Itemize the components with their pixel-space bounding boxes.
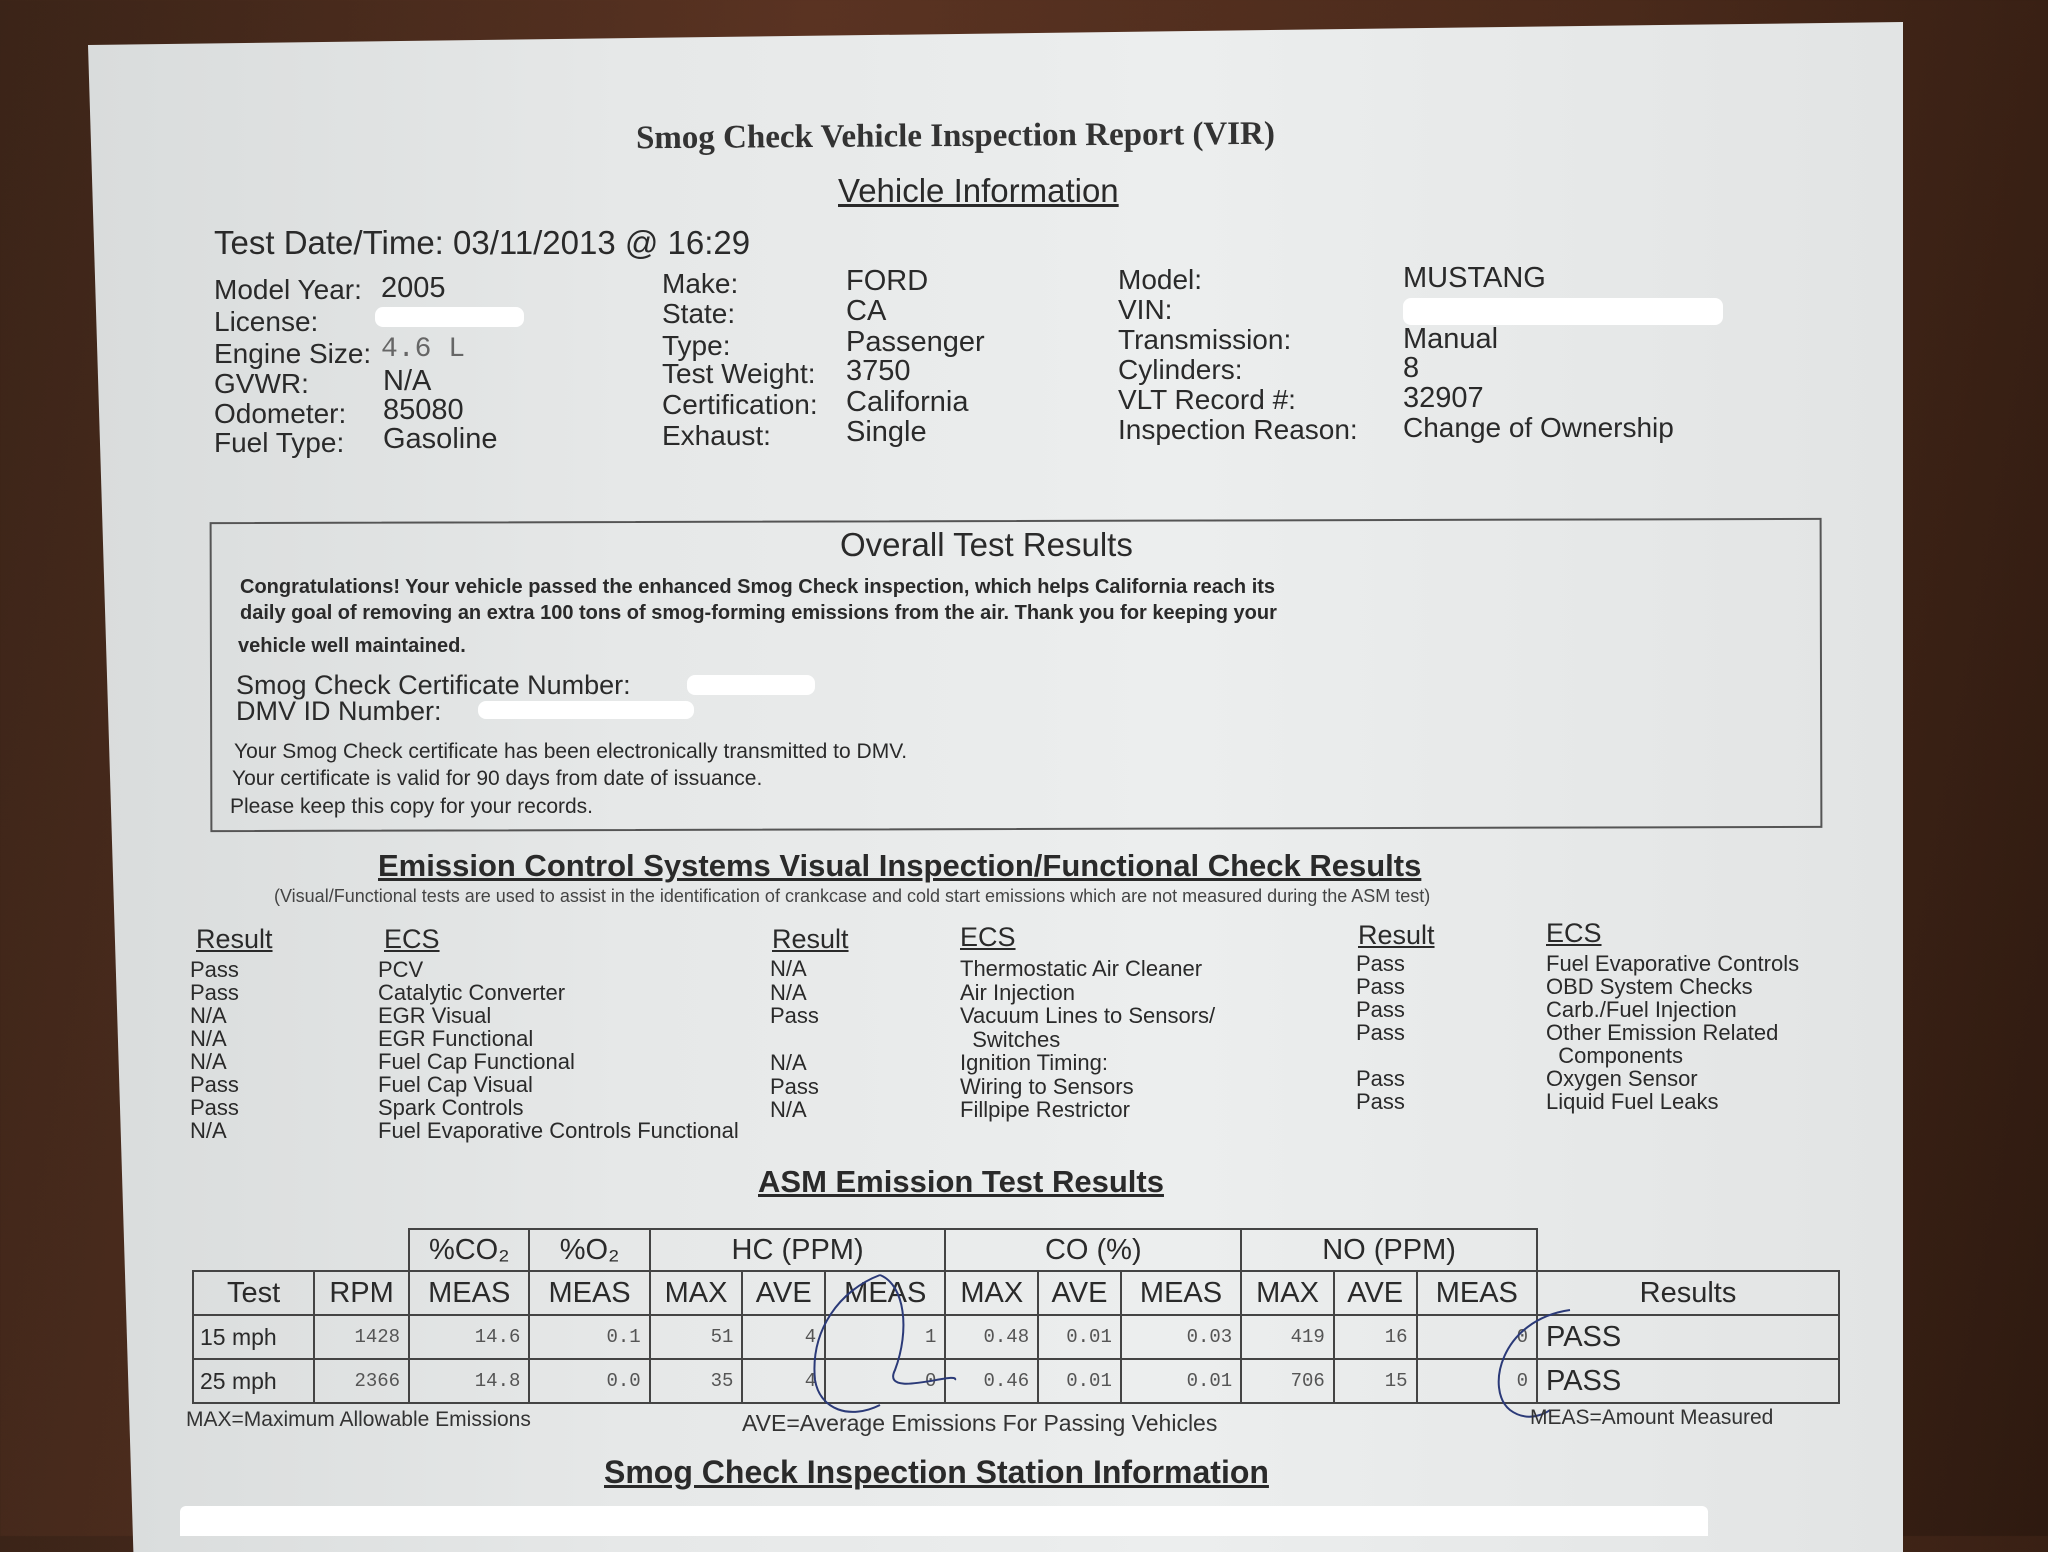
dmv-id-label: DMV ID Number: bbox=[236, 696, 442, 726]
asm-value: 14.8 bbox=[409, 1359, 529, 1403]
ecs-col2-ecs-header: ECS bbox=[960, 922, 1016, 952]
asm-col-header: AVE bbox=[1334, 1271, 1417, 1315]
ecs-system-name: Ignition Timing: bbox=[960, 1050, 1108, 1075]
asm-value: 35 bbox=[650, 1359, 743, 1403]
vlt-label: VLT Record #: bbox=[1118, 384, 1296, 415]
asm-value: 4 bbox=[742, 1315, 825, 1359]
certificate-note-2: Your certificate is valid for 90 days from date of issuance. bbox=[232, 767, 763, 790]
ecs-result: N/A bbox=[770, 956, 807, 981]
asm-group-o2: %O₂ bbox=[529, 1229, 649, 1271]
asm-value: 2366 bbox=[314, 1359, 409, 1403]
ecs-result: N/A bbox=[770, 1097, 807, 1122]
asm-col-header: MAX bbox=[1241, 1271, 1334, 1315]
ecs-system-name: Fuel Evaporative Controls bbox=[1546, 951, 1800, 976]
ecs-result: Pass bbox=[190, 980, 239, 1005]
station-info-redaction bbox=[180, 1506, 1708, 1536]
asm-group-no: NO (PPM) bbox=[1241, 1229, 1537, 1271]
ecs-result: N/A bbox=[190, 1003, 227, 1028]
certificate-note-3: Please keep this copy for your records. bbox=[230, 795, 594, 818]
asm-col-header: Results bbox=[1537, 1271, 1839, 1315]
asm-value: 0.01 bbox=[1038, 1315, 1121, 1359]
asm-value: 0.0 bbox=[529, 1359, 649, 1403]
ecs-col3-ecs-header: ECS bbox=[1546, 918, 1602, 948]
asm-col-header: MEAS bbox=[1121, 1271, 1241, 1315]
ecs-result: N/A bbox=[770, 1050, 807, 1075]
ecs-system-name: Spark Controls bbox=[378, 1095, 524, 1120]
ecs-system-name: Carb./Fuel Injection bbox=[1546, 997, 1737, 1022]
ecs-system-name: EGR Visual bbox=[378, 1003, 492, 1028]
asm-value: 1 bbox=[825, 1315, 945, 1359]
asm-result: PASS bbox=[1537, 1315, 1839, 1359]
asm-group-co2: %CO₂ bbox=[409, 1229, 529, 1271]
asm-value: 0.03 bbox=[1121, 1315, 1241, 1359]
asm-col-header: AVE bbox=[1038, 1271, 1121, 1315]
ecs-subheading: (Visual/Functional tests are used to assist in the identification of crankcase and cold start emissions which are not measured during the ASM test) bbox=[274, 886, 1431, 906]
asm-col-header: MEAS bbox=[1417, 1271, 1537, 1315]
ecs-result: Pass bbox=[1356, 974, 1405, 999]
ecs-result: Pass bbox=[770, 1073, 819, 1099]
ecs-result: N/A bbox=[190, 1049, 227, 1074]
fuel-type-label: Fuel Type: bbox=[214, 427, 345, 458]
certificate-note-1: Your Smog Check certificate has been electronically transmitted to DMV. bbox=[234, 740, 908, 763]
asm-value: 0.46 bbox=[945, 1359, 1038, 1403]
cylinders-label: Cylinders: bbox=[1118, 354, 1243, 385]
asm-col-header: MEAS bbox=[825, 1271, 945, 1315]
asm-value: 0.48 bbox=[945, 1315, 1038, 1359]
type-value: Passenger bbox=[846, 326, 985, 358]
asm-value: 15 bbox=[1334, 1359, 1417, 1403]
ecs-col3-result-header: Result bbox=[1358, 920, 1435, 950]
asm-heading: ASM Emission Test Results bbox=[758, 1164, 1164, 1199]
ecs-system-name: Air Injection bbox=[960, 979, 1075, 1005]
ecs-result: Pass bbox=[1356, 951, 1405, 976]
asm-col-header: RPM bbox=[314, 1271, 409, 1315]
test-weight-value: 3750 bbox=[846, 355, 911, 387]
ecs-result: N/A bbox=[770, 979, 807, 1005]
ecs-system-name: Components bbox=[1546, 1043, 1683, 1068]
transmission-label: Transmission: bbox=[1118, 324, 1292, 355]
state-label: State: bbox=[662, 298, 736, 329]
odometer-label: Odometer: bbox=[214, 398, 347, 429]
model-label: Model: bbox=[1118, 264, 1203, 295]
test-datetime: Test Date/Time: 03/11/2013 @ 16:29 bbox=[214, 224, 751, 261]
ecs-system-name: Oxygen Sensor bbox=[1546, 1066, 1698, 1091]
asm-value: 419 bbox=[1241, 1315, 1334, 1359]
ecs-result: Pass bbox=[1356, 997, 1405, 1022]
inspection-reason-label: Inspection Reason: bbox=[1118, 414, 1358, 445]
state-value: CA bbox=[846, 295, 887, 327]
vehicle-info-heading: Vehicle Information bbox=[838, 172, 1119, 209]
asm-value: 0 bbox=[825, 1359, 945, 1403]
gvwr-label: GVWR: bbox=[214, 368, 309, 399]
fuel-type-value: Gasoline bbox=[383, 423, 498, 455]
overall-results-heading: Overall Test Results bbox=[840, 526, 1133, 563]
asm-value: 0.01 bbox=[1121, 1359, 1241, 1403]
asm-col-header: MEAS bbox=[409, 1271, 529, 1315]
odometer-value: 85080 bbox=[383, 394, 464, 426]
asm-test-speed: 25 mph bbox=[193, 1359, 314, 1403]
asm-col-header: AVE bbox=[742, 1271, 825, 1315]
make-label: Make: bbox=[662, 268, 739, 299]
ecs-system-name: Wiring to Sensors bbox=[960, 1073, 1134, 1099]
certificate-number-label: Smog Check Certificate Number: bbox=[236, 670, 631, 700]
report-title: Smog Check Vehicle Inspection Report (VIR) bbox=[635, 115, 1276, 157]
ecs-result: Pass bbox=[190, 1095, 239, 1120]
congrats-line-3: vehicle well maintained. bbox=[238, 635, 466, 657]
exhaust-label: Exhaust: bbox=[662, 420, 771, 451]
asm-legend-ave: AVE=Average Emissions For Passing Vehicles bbox=[742, 1410, 1218, 1436]
license-label: License: bbox=[214, 306, 319, 337]
asm-value: 1428 bbox=[314, 1315, 409, 1359]
ecs-result: Pass bbox=[1356, 1089, 1405, 1114]
ecs-system-name: PCV bbox=[378, 957, 424, 982]
asm-value: 706 bbox=[1241, 1359, 1334, 1403]
ecs-system-name: Switches bbox=[960, 1026, 1061, 1052]
model-value: MUSTANG bbox=[1403, 262, 1546, 294]
vin-label: VIN: bbox=[1118, 294, 1173, 325]
ecs-system-name: Thermostatic Air Cleaner bbox=[960, 956, 1203, 981]
certification-value: California bbox=[846, 386, 969, 418]
ecs-col1-ecs-header: ECS bbox=[384, 924, 440, 954]
ecs-heading: Emission Control Systems Visual Inspection/Functional Check Results bbox=[378, 848, 1422, 883]
ecs-system-name: Other Emission Related bbox=[1546, 1020, 1779, 1045]
asm-group-hc: HC (PPM) bbox=[650, 1229, 946, 1271]
ecs-system-name: Vacuum Lines to Sensors/ bbox=[960, 1003, 1216, 1028]
vlt-value: 32907 bbox=[1403, 382, 1484, 414]
asm-value: 0 bbox=[1417, 1359, 1537, 1403]
congrats-line-1: Congratulations! Your vehicle passed the enhanced Smog Check inspection, which helps California reach its bbox=[240, 576, 1276, 598]
asm-value: 51 bbox=[650, 1315, 743, 1359]
engine-size-label: Engine Size: bbox=[214, 338, 372, 369]
type-label: Type: bbox=[662, 330, 731, 361]
asm-col-header: MAX bbox=[650, 1271, 743, 1315]
inspection-reason-value: Change of Ownership bbox=[1403, 412, 1674, 443]
transmission-value: Manual bbox=[1403, 323, 1499, 355]
certification-label: Certification: bbox=[662, 389, 818, 420]
ecs-result: Pass bbox=[1356, 1066, 1405, 1091]
make-value: FORD bbox=[846, 265, 929, 297]
asm-test-speed: 15 mph bbox=[193, 1315, 314, 1359]
ecs-system-name: Fuel Evaporative Controls Functional bbox=[378, 1118, 739, 1143]
model-year-value: 2005 bbox=[381, 272, 446, 304]
ecs-result: Pass bbox=[190, 957, 239, 982]
asm-value: 14.6 bbox=[409, 1315, 529, 1359]
ecs-result: Pass bbox=[1356, 1020, 1405, 1045]
asm-result: PASS bbox=[1537, 1359, 1839, 1403]
ecs-col1-result-header: Result bbox=[196, 924, 273, 954]
engine-size-value: 4.6 L bbox=[381, 334, 466, 365]
asm-group-co: CO (%) bbox=[945, 1229, 1241, 1271]
ecs-result: N/A bbox=[190, 1118, 227, 1143]
asm-value: 0.01 bbox=[1038, 1359, 1121, 1403]
ecs-result: N/A bbox=[190, 1026, 227, 1051]
ecs-result: Pass bbox=[770, 1003, 819, 1028]
exhaust-value: Single bbox=[846, 416, 927, 448]
ecs-system-name: Fuel Cap Functional bbox=[378, 1049, 575, 1074]
station-heading: Smog Check Inspection Station Information bbox=[604, 1454, 1269, 1490]
asm-legend-max: MAX=Maximum Allowable Emissions bbox=[186, 1408, 531, 1431]
model-year-label: Model Year: bbox=[214, 274, 362, 305]
ecs-system-name: Fillpipe Restrictor bbox=[960, 1097, 1130, 1122]
cylinders-value: 8 bbox=[1403, 352, 1420, 384]
asm-value: 16 bbox=[1334, 1315, 1417, 1359]
asm-value: 4 bbox=[742, 1359, 825, 1403]
ecs-system-name: Catalytic Converter bbox=[378, 980, 566, 1005]
ecs-system-name: EGR Functional bbox=[378, 1026, 534, 1051]
asm-col-header: Test bbox=[193, 1271, 314, 1315]
ecs-col2-result-header: Result bbox=[772, 924, 849, 954]
ecs-result: Pass bbox=[190, 1072, 239, 1097]
gvwr-value: N/A bbox=[383, 365, 432, 397]
asm-col-header: MAX bbox=[945, 1271, 1038, 1315]
ecs-system-name: Liquid Fuel Leaks bbox=[1546, 1089, 1719, 1114]
asm-value: 0.1 bbox=[529, 1315, 649, 1359]
ecs-system-name: Fuel Cap Visual bbox=[378, 1072, 533, 1097]
asm-legend-meas: MEAS=Amount Measured bbox=[1530, 1406, 1774, 1429]
asm-value: 0 bbox=[1417, 1315, 1537, 1359]
congrats-line-2: daily goal of removing an extra 100 tons of smog-forming emissions from the air. Thank you for keeping your bbox=[240, 602, 1277, 624]
asm-col-header: MEAS bbox=[529, 1271, 649, 1315]
ecs-system-name: OBD System Checks bbox=[1546, 974, 1753, 999]
test-weight-label: Test Weight: bbox=[662, 358, 816, 389]
